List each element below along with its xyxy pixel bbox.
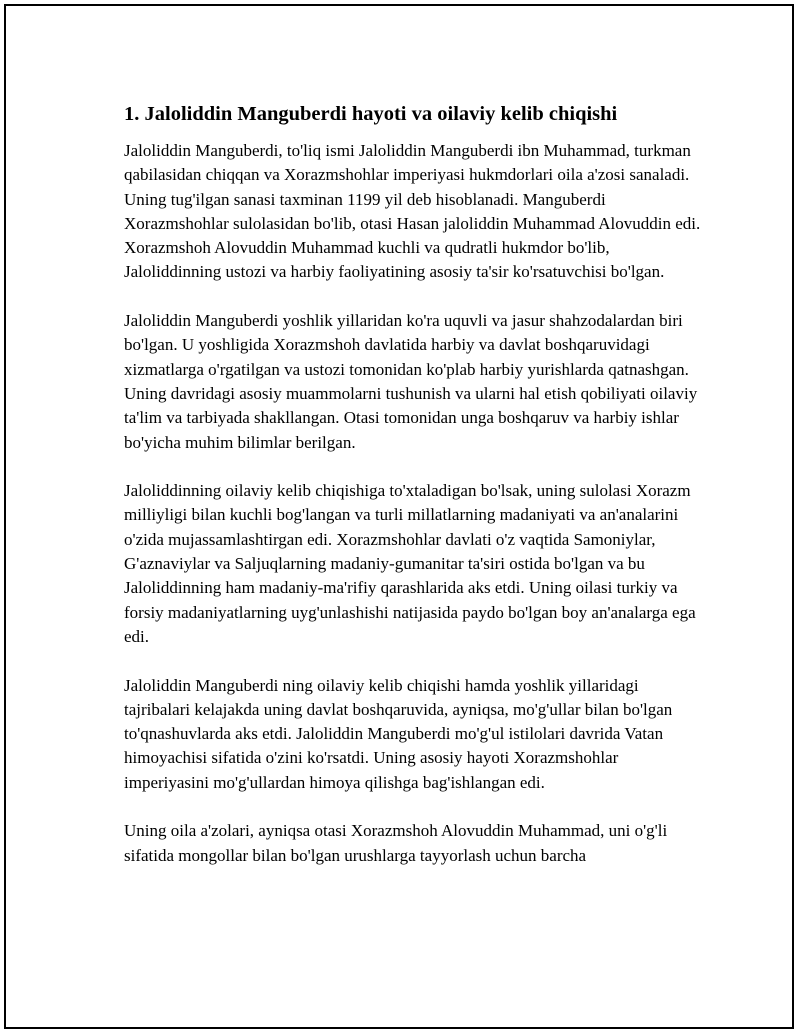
page-frame	[4, 4, 794, 1029]
paragraph-1: Jaloliddin Manguberdi, to'liq ismi Jaloliddin Manguberdi ibn Muhammad, turkman qabilasidan chiqqan va Xorazmshohlar imperiyasi hukmdorlari oila a'zosi sanaladi. Uning tug'ilgan sanasi taxminan 1199 yil deb hisoblanadi. Manguberdi Xorazmshohlar sulolasidan bo'lib, otasi Hasan jaloliddin Muhammad Alovuddin edi. Xorazmshoh Alovuddin Muhammad kuchli va qudratli hukmdor bo'lib, Jaloliddinning ustozi va harbiy faoliyatining asosiy ta'sir ko'rsatuvchisi bo'lgan.	[124, 141, 701, 282]
paragraph-5: Uning oila a'zolari, ayniqsa otasi Xorazmshoh Alovuddin Muhammad, uni o'g'li sifatida mongollar bilan bo'lgan urushlarga tayyorlash uchun barcha	[124, 821, 668, 865]
paragraph-3: Jaloliddinning oilaviy kelib chiqishiga to'xtaladigan bo'lsak, uning sulolasi Xorazm milliyligi bilan kuchli bog'langan va turli millatlarning madaniyati va an'analarini o'zida mujassamlashtirgan edi. Xorazmshohlar davlati o'z vaqtida Samoniylar, G'aznaviylar va Saljuqlarning madaniy-gumanitar ta'siri ostida bo'lgan va bu Jaloliddinning ham madaniy-ma'rifiy qarashlarida aks etdi. Uning oilasi turkiy va forsiy madaniyatlarning uyg'unlashishi natijasida paydo bo'lgan boy an'analarga ega edi.	[124, 481, 696, 646]
document-body	[124, 102, 704, 868]
paragraph-2: Jaloliddin Manguberdi yoshlik yillaridan ko'ra uquvli va jasur shahzodalardan biri bo'lgan. U yoshligida Xorazmshoh davlatida harbiy va davlat boshqaruvidagi xizmatlarga o'rgatilgan va ustozi tomonidan ko'plab harbiy yurishlarda qatnashgan. Uning davridagi asosiy muammolarni tushunish va ularni hal etish qobiliyati oilaviy ta'lim va tarbiyada shakllangan. Otasi tomonidan unga boshqaruv va harbiy ishlar bo'yicha muhim bilimlar berilgan.	[124, 311, 698, 452]
paragraph-4: Jaloliddin Manguberdi ning oilaviy kelib chiqishi hamda yoshlik yillaridagi tajribalari kelajakda uning davlat boshqaruvida, ayniqsa, mo'g'ullar bilan bo'lgan to'qnashuvlarda aks etdi. Jaloliddin Manguberdi mo'g'ul istilolari davrida Vatan himoyachisi sifatida o'zini ko'rsatdi. Uning asosiy hayoti Xorazmshohlar imperiyasini mo'g'ullardan himoya qilishga bag'ishlangan edi.	[124, 675, 673, 792]
section-heading: 1. Jaloliddin Manguberdi hayoti va oilaviy kelib chiqishi	[124, 103, 618, 125]
